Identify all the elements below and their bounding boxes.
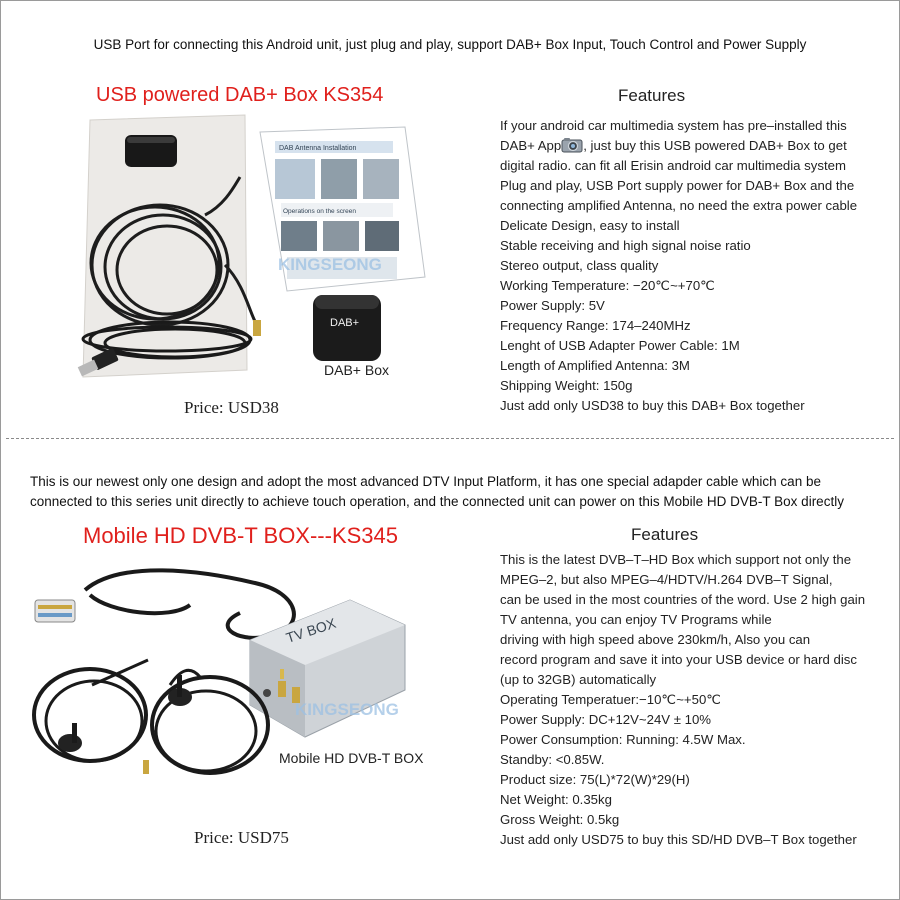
section2-price: Price: USD75 [194,828,289,847]
feature-item: Just add only USD75 to buy this SD/HD DVB–T Box together [500,832,857,847]
feature-item: This is the latest DVB–T–HD Box which support not only the [500,552,852,567]
feature-item: Power Supply: 5V [500,298,605,313]
section2-features-heading: Features [631,525,699,544]
section1-title: USB powered DAB+ Box KS354 [96,84,384,106]
manual-sub: Operations on the screen [283,208,356,215]
section2-features-list [500,550,895,850]
feature-item: Lenght of USB Adapter Power Cable: 1M [500,338,740,353]
tv-box-label: TV BOX [283,614,338,646]
feature-item: Delicate Design, easy to install [500,218,680,233]
watermark: KINGSEONG [295,700,399,719]
feature-item: Operating Temperatuer:−10℃~+50℃ [500,692,722,707]
feature-item: If your android car multimedia system has pre–installed this [500,118,847,133]
feature-item: MPEG–2, but also MPEG–4/HDTV/H.264 DVB–T Signal, [500,572,833,587]
manual-heading: DAB Antenna Installation [279,145,357,152]
section-divider [6,438,894,439]
feature-item: Stable receiving and high signal noise ratio [500,238,751,253]
tv-antenna-left [34,660,148,761]
feature-item: TV antenna, you can enjoy TV Programs while [500,612,772,627]
feature-item: Power Supply: DC+12V~24V ± 10% [500,712,712,727]
feature-item-with-icon [500,136,892,156]
feature-item: (up to 32GB) automatically [500,672,657,687]
camera-icon [561,137,583,153]
section2-intro-line2: connected to this series unit directly to achieve touch operation, and the connected unit can power on this Mobile HD DVB-T Box directly [30,494,844,509]
feature-item: Power Consumption: Running: 4.5W Max. [500,732,746,747]
section2-intro-line1: This is our newest only one design and adopt the most advanced DTV Input Platform, it has one special adapder cable which can be [30,474,821,489]
feature-item: Gross Weight: 0.5kg [500,812,620,827]
feature-prefix: DAB+ App [500,138,562,153]
dvbt-product-illustration [30,565,460,825]
section2-caption: Mobile HD DVB-T BOX [279,750,424,766]
antenna-connector [253,320,261,336]
feature-item: Net Weight: 0.35kg [500,792,612,807]
dab-box-label: DAB+ [330,317,360,329]
feature-item: Working Temperature: −20℃~+70℃ [500,278,715,293]
feature-item: Standby: <0.85W. [500,752,605,767]
feature-suffix: , just buy this USB powered DAB+ Box to get [583,138,847,153]
adapter-cable [85,570,294,638]
feature-item: Length of Amplified Antenna: 3M [500,358,690,373]
feature-item: can be used in the most countries of the word. Use 2 high gain [500,592,866,607]
section2-title: Mobile HD DVB-T BOX---KS345 [83,523,399,548]
feature-item: connecting amplified Antenna, no need the extra power cable [500,198,858,213]
section1-features-list [500,116,892,416]
feature-item: Stereo output, class quality [500,258,659,273]
adapter-connector [35,600,75,622]
feature-item: Plug and play, USB Port supply power for DAB+ Box and the [500,178,855,193]
dab-product-illustration [75,115,495,415]
section1-intro: USB Port for connecting this Android unit, just plug and play, support DAB+ Box Input, Touch Control and Power Supply [93,37,807,52]
section1-price: Price: USD38 [184,398,279,417]
section1-caption: DAB+ Box [324,362,389,378]
section2-intro [30,472,890,512]
section1-features-heading: Features [618,86,686,105]
feature-item: Just add only USD38 to buy this DAB+ Box together [500,398,805,413]
feature-item: record program and save it into your USB device or hard disc [500,652,857,667]
feature-item: Frequency Range: 174–240MHz [500,318,691,333]
feature-item: Shipping Weight: 150g [500,378,633,393]
feature-item: driving with high speed above 230km/h, Also you can [500,632,811,647]
feature-item: digital radio. can fit all Erisin android car multimedia system [500,158,846,173]
tv-antenna-right [143,670,268,774]
feature-item: Product size: 75(L)*72(W)*29(H) [500,772,690,787]
watermark: KINGSEONG [278,255,382,274]
